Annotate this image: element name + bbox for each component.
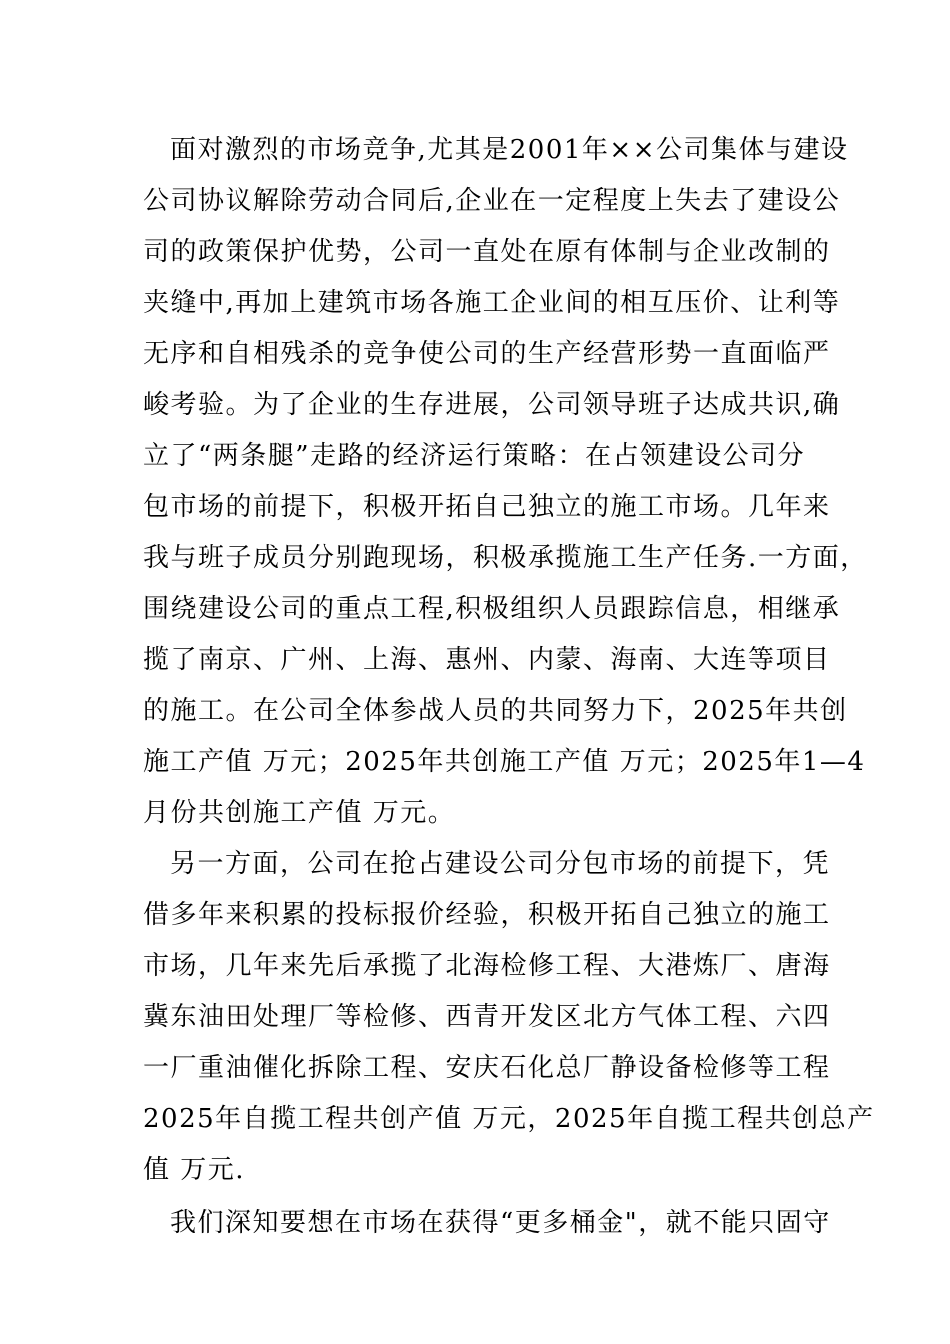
- paragraph-2-line-6: 2025年自揽工程共创产值 万元，2025年自揽工程共创总产: [143, 1104, 875, 1134]
- paragraph-1-line-4: 夹缝中,再加上建筑市场各施工企业间的相互压价、让利等: [143, 288, 841, 318]
- paragraph-2-line-7: 值 万元.: [143, 1155, 246, 1185]
- paragraph-1-line-13: 施工产值 万元；2025年共创施工产值 万元；2025年1—4: [143, 747, 866, 777]
- paragraph-1-line-1: 面对激烈的市场竞争,尤其是2001年××公司集体与建设: [170, 135, 849, 165]
- paragraph-1-line-12: 的施工。在公司全体参战人员的共同努力下，2025年共创: [143, 696, 848, 726]
- paragraph-1-line-8: 包市场的前提下，积极开拓自己独立的施工市场。几年来: [143, 492, 831, 522]
- paragraph-1-line-3: 司的政策保护优势，公司一直处在原有体制与企业改制的: [143, 237, 831, 267]
- paragraph-2-line-4: 冀东油田处理厂等检修、西青开发区北方气体工程、六四: [143, 1002, 831, 1032]
- paragraph-2-line-1: 另一方面，公司在抢占建设公司分包市场的前提下，凭: [170, 849, 831, 879]
- paragraph-1-line-14: 月份共创施工产值 万元。: [143, 798, 456, 828]
- paragraph-2-line-5: 一厂重油催化拆除工程、安庆石化总厂静设备检修等工程: [143, 1053, 831, 1083]
- paragraph-2-line-2: 借多年来积累的投标报价经验，积极开拓自己独立的施工: [143, 900, 831, 930]
- paragraph-1-line-10: 围绕建设公司的重点工程,积极组织人员跟踪信息，相继承: [143, 594, 841, 624]
- paragraph-1-line-5: 无序和自相残杀的竞争使公司的生产经营形势一直面临严: [143, 339, 831, 369]
- paragraph-2-line-3: 市场，几年来先后承揽了北海检修工程、大港炼厂、唐海: [143, 951, 831, 981]
- paragraph-1-line-2: 公司协议解除劳动合同后,企业在一定程度上失去了建设公: [143, 186, 841, 216]
- paragraph-1-line-6: 峻考验。为了企业的生存进展，公司领导班子达成共识,确: [143, 390, 841, 420]
- paragraph-3-line-1: 我们深知要想在市场在获得“更多桶金"，就不能只固守: [170, 1208, 831, 1238]
- paragraph-1-line-7: 立了“两条腿”走路的经济运行策略：在占领建设公司分: [143, 441, 806, 471]
- paragraph-1-line-11: 揽了南京、广州、上海、惠州、内蒙、海南、大连等项目: [143, 645, 831, 675]
- paragraph-1-line-9: 我与班子成员分别跑现场，积极承揽施工生产任务.一方面，: [143, 543, 868, 573]
